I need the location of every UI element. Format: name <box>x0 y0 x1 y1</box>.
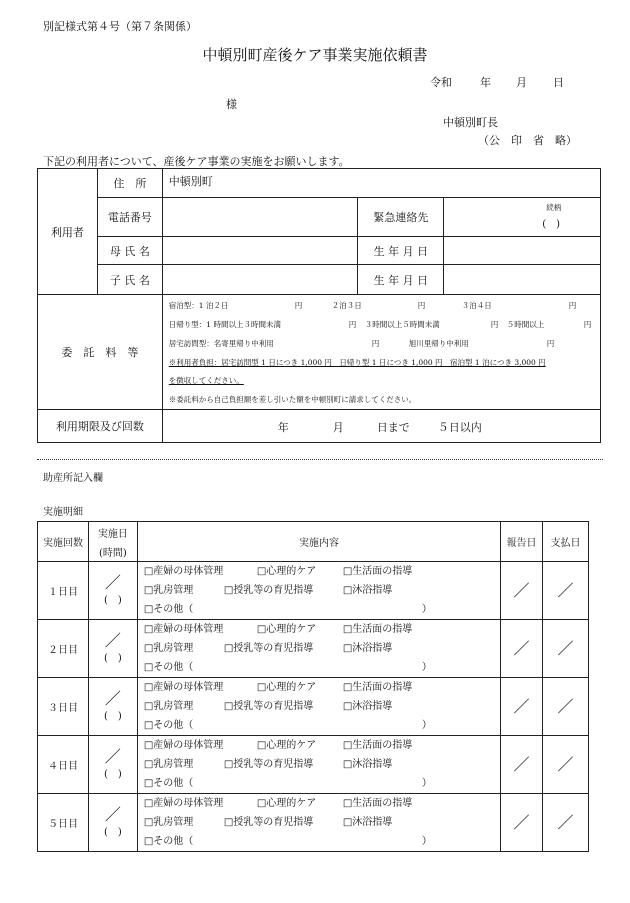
row-day-label: ２日目 <box>38 620 89 678</box>
time-paren: ( ) <box>103 711 122 722</box>
fee-yen: 円 <box>568 301 577 310</box>
child-birth-field[interactable] <box>444 265 601 295</box>
child-label: 子 氏 名 <box>97 265 162 295</box>
slash-mark: ／ <box>513 696 530 716</box>
row-date-field[interactable] <box>88 678 137 736</box>
user-label: 利用者 <box>38 169 98 295</box>
option-other-close: ） <box>421 778 432 789</box>
option-feeding-guidance[interactable]: □授乳等の育児指導 <box>223 585 314 596</box>
row-report-field[interactable] <box>501 562 543 620</box>
detail-row <box>38 678 589 736</box>
period-label: 利用期限及び回数 <box>38 410 163 443</box>
option-breast-care[interactable]: □乳房管理 <box>143 585 194 596</box>
option-other[interactable]: □その他（ <box>143 720 194 731</box>
seal-note: （公 印 省 略） <box>478 134 577 147</box>
fee-cell <box>162 295 600 410</box>
fee-burden-line1: ※利用者負担：居宅訪問型 1 日につき 1,000 円 日帰り型 1 日につき 1,000 円 宿泊型 1 泊につき 3,000 円 <box>168 358 546 367</box>
header-report: 報告日 <box>501 522 543 562</box>
option-life-guidance[interactable]: □生活面の指導 <box>342 566 413 577</box>
option-feeding-guidance[interactable]: □授乳等の育児指導 <box>223 817 314 828</box>
slash-mark: ／ <box>104 805 121 824</box>
fee-day-2: ３時間以上５時間未満 <box>364 320 440 329</box>
row-payment-field[interactable] <box>543 736 589 794</box>
time-paren: ( ) <box>103 653 122 664</box>
row-day-label: １日目 <box>38 562 89 620</box>
option-other-close: ） <box>421 662 432 673</box>
row-date-field[interactable] <box>88 620 137 678</box>
option-maternal-care[interactable]: □産婦の母体管理 <box>143 566 224 577</box>
fee-stay-1: 宿泊型：1 泊２日 <box>168 301 229 310</box>
fee-stay-3: ３泊４日 <box>461 301 492 310</box>
date-month: 月 <box>516 76 527 89</box>
phone-label: 電話番号 <box>97 198 162 237</box>
relation-paren: ( ) <box>542 219 561 230</box>
fee-day-1: 日帰り型：1 時間以上３時間未満 <box>168 320 281 329</box>
detail-row <box>38 794 589 852</box>
time-paren: ( ) <box>103 595 122 606</box>
option-other[interactable]: □その他（ <box>143 604 194 615</box>
period-until: 日まで <box>376 421 410 434</box>
slash-mark: ／ <box>557 754 574 774</box>
option-psych-care[interactable]: □心理的ケア <box>256 624 317 635</box>
date-day: 日 <box>553 76 564 89</box>
option-other[interactable]: □その他（ <box>143 662 194 673</box>
slash-mark: ／ <box>104 573 121 592</box>
mother-label: 母 氏 名 <box>97 237 162 265</box>
option-life-guidance[interactable]: □生活面の指導 <box>342 624 413 635</box>
header-date <box>88 522 137 562</box>
fee-yen: 円 <box>348 320 357 329</box>
fee-visit-2: 旭川里帰り中利用 <box>408 339 469 348</box>
slash-mark: ／ <box>104 747 121 766</box>
row-payment-field[interactable] <box>543 678 589 736</box>
row-content <box>137 736 500 794</box>
row-report-field[interactable] <box>501 794 543 852</box>
row-payment-field[interactable] <box>543 620 589 678</box>
slash-mark: ／ <box>513 812 530 832</box>
fee-yen: 円 <box>583 320 592 329</box>
row-day-label: ３日目 <box>38 678 89 736</box>
option-bath-guidance[interactable]: □沐浴指導 <box>342 759 393 770</box>
option-psych-care[interactable]: □心理的ケア <box>256 566 317 577</box>
emergency-label: 緊急連絡先 <box>358 198 444 237</box>
child-birth-label: 生 年 月 日 <box>358 265 444 295</box>
row-content <box>137 794 500 852</box>
detail-row <box>38 620 589 678</box>
mother-birth-field[interactable] <box>444 237 601 265</box>
slash-mark: ／ <box>104 689 121 708</box>
option-psych-care[interactable]: □心理的ケア <box>256 740 317 751</box>
option-bath-guidance[interactable]: □沐浴指導 <box>342 701 393 712</box>
option-psych-care[interactable]: □心理的ケア <box>256 682 317 693</box>
form-number: 別記様式第４号（第７条関係） <box>43 20 197 33</box>
header-date-line2: (時間) <box>98 547 127 559</box>
option-bath-guidance[interactable]: □沐浴指導 <box>342 817 393 828</box>
period-year: 年 <box>277 421 289 434</box>
slash-mark: ／ <box>513 580 530 600</box>
mother-birth-label: 生 年 月 日 <box>358 237 444 265</box>
option-maternal-care[interactable]: □産婦の母体管理 <box>143 682 224 693</box>
row-date-field[interactable] <box>88 562 137 620</box>
slash-mark: ／ <box>557 696 574 716</box>
row-report-field[interactable] <box>501 736 543 794</box>
fee-stay-2: ２泊３日 <box>331 301 362 310</box>
row-day-label: ５日目 <box>38 794 89 852</box>
dotted-divider <box>37 459 603 460</box>
option-feeding-guidance[interactable]: □授乳等の育児指導 <box>223 701 314 712</box>
option-life-guidance[interactable]: □生活面の指導 <box>342 682 413 693</box>
option-breast-care[interactable]: □乳房管理 <box>143 643 194 654</box>
option-life-guidance[interactable]: □生活面の指導 <box>342 798 413 809</box>
row-content <box>137 620 500 678</box>
address-value[interactable]: 中頓別町 <box>162 169 600 198</box>
child-name-field[interactable] <box>162 265 358 295</box>
address-label: 住 所 <box>97 169 162 198</box>
header-payment: 支払日 <box>543 522 589 562</box>
request-table <box>37 168 601 443</box>
option-bath-guidance[interactable]: □沐浴指導 <box>342 585 393 596</box>
mother-name-field[interactable] <box>162 237 358 265</box>
row-payment-field[interactable] <box>543 562 589 620</box>
option-maternal-care[interactable]: □産婦の母体管理 <box>143 798 224 809</box>
option-other-close: ） <box>421 836 432 847</box>
slash-mark: ／ <box>104 631 121 650</box>
option-feeding-guidance[interactable]: □授乳等の育児指導 <box>223 759 314 770</box>
option-feeding-guidance[interactable]: □授乳等の育児指導 <box>223 643 314 654</box>
header-count: 実施回数 <box>38 522 89 562</box>
row-content <box>137 562 500 620</box>
fee-note: ※委託料から自己負担額を差し引いた額を中頓別町に請求してください。 <box>168 395 417 404</box>
detail-row <box>38 562 589 620</box>
detail-row <box>38 736 589 794</box>
option-maternal-care[interactable]: □産婦の母体管理 <box>143 740 224 751</box>
option-life-guidance[interactable]: □生活面の指導 <box>342 740 413 751</box>
relation-label: 続柄 <box>546 203 562 212</box>
page-title: 中頓別町産後ケア事業実施依頼書 <box>202 46 428 64</box>
detail-title: 実施明細 <box>43 507 83 518</box>
option-other[interactable]: □その他（ <box>143 778 194 789</box>
intro-text: 下記の利用者について、産後ケア事業の実施をお願いします。 <box>43 155 350 168</box>
fee-day-3: ５時間以上 <box>506 320 545 329</box>
option-other-close: ） <box>421 604 432 615</box>
header-date-line1: 実施日 <box>97 528 128 540</box>
row-day-label: ４日目 <box>38 736 89 794</box>
period-cell[interactable] <box>162 410 600 443</box>
period-month: 月 <box>332 421 344 434</box>
row-date-field[interactable] <box>88 736 137 794</box>
date-year: 年 <box>480 76 491 89</box>
option-breast-care[interactable]: □乳房管理 <box>143 817 194 828</box>
slash-mark: ／ <box>557 812 574 832</box>
date-era: 令和 <box>430 76 452 89</box>
issuer: 中頓別町長 <box>443 116 498 129</box>
fee-label: 委 託 料 等 <box>38 295 163 410</box>
emergency-field[interactable] <box>444 198 601 237</box>
slash-mark: ／ <box>513 754 530 774</box>
slash-mark: ／ <box>513 638 530 658</box>
fee-yen: 円 <box>546 339 555 348</box>
fee-visit-1: 居宅訪問型：名寄里帰り中利用 <box>168 339 274 348</box>
fee-burden-line2: を徴収してください。 <box>168 376 244 385</box>
slash-mark: ／ <box>557 638 574 658</box>
option-psych-care[interactable]: □心理的ケア <box>256 798 317 809</box>
fee-yen: 円 <box>294 301 303 310</box>
option-bath-guidance[interactable]: □沐浴指導 <box>342 643 393 654</box>
row-payment-field[interactable] <box>543 794 589 852</box>
midwife-note: 助産所記入欄 <box>43 473 103 484</box>
option-other-close: ） <box>421 720 432 731</box>
phone-field[interactable] <box>162 198 358 237</box>
detail-table <box>37 521 589 852</box>
fee-yen: 円 <box>371 339 380 348</box>
time-paren: ( ) <box>103 827 122 838</box>
fee-yen: 円 <box>490 320 499 329</box>
addressee-suffix: 様 <box>226 98 237 111</box>
time-paren: ( ) <box>103 769 122 780</box>
fee-yen: 円 <box>417 301 426 310</box>
header-content: 実施内容 <box>137 522 500 562</box>
row-report-field[interactable] <box>501 620 543 678</box>
option-other[interactable]: □その他（ <box>143 836 194 847</box>
slash-mark: ／ <box>557 580 574 600</box>
row-date-field[interactable] <box>88 794 137 852</box>
row-content <box>137 678 500 736</box>
period-count: ５日以内 <box>437 421 482 434</box>
option-breast-care[interactable]: □乳房管理 <box>143 701 194 712</box>
row-report-field[interactable] <box>501 678 543 736</box>
option-breast-care[interactable]: □乳房管理 <box>143 759 194 770</box>
option-maternal-care[interactable]: □産婦の母体管理 <box>143 624 224 635</box>
